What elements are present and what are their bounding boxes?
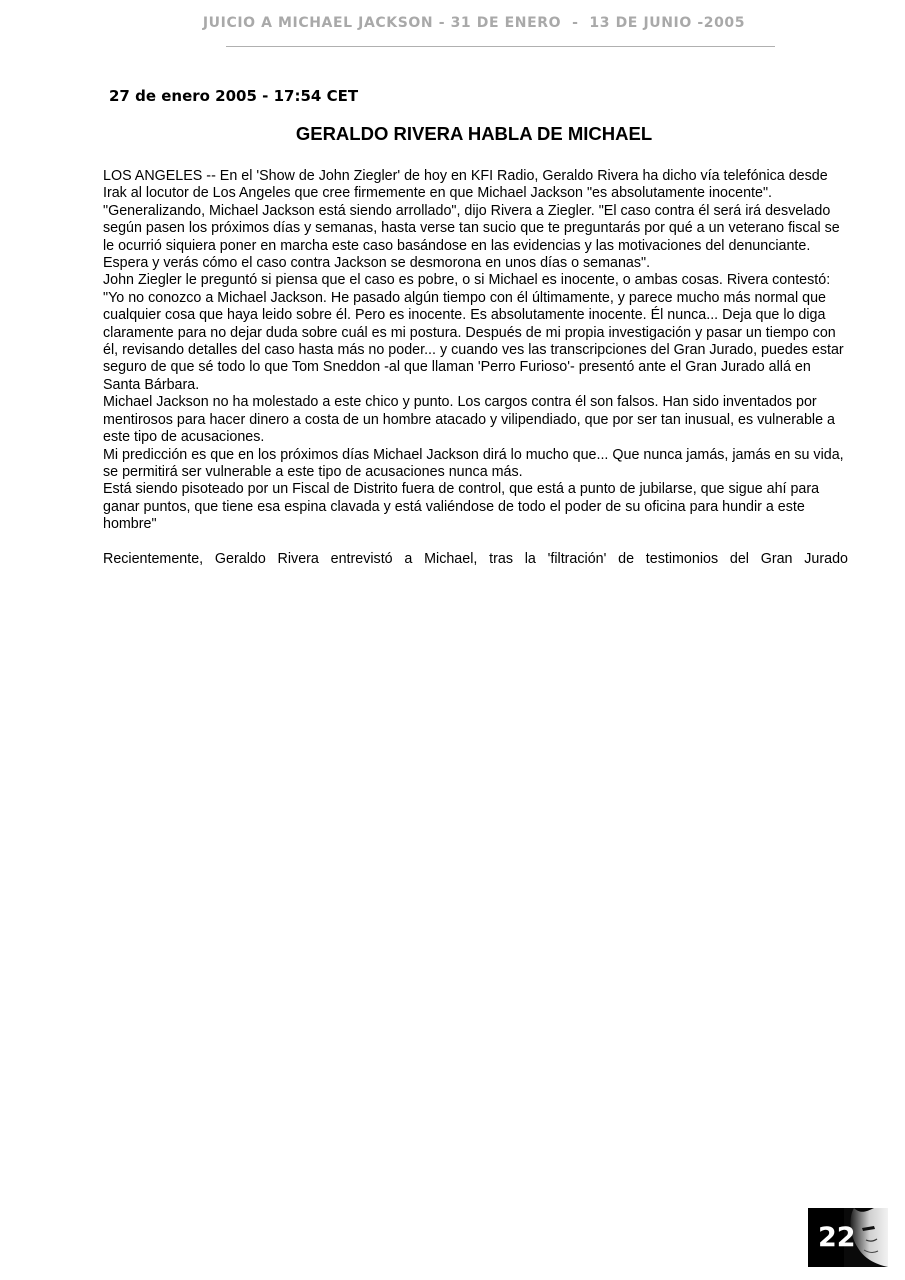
article-headline: GERALDO RIVERA HABLA DE MICHAEL	[295, 123, 653, 144]
page-number-badge	[808, 1208, 888, 1267]
article-continuation: Recientemente, Geraldo Rivera entrevistó a Michael, tras la 'filtración' de testimonios del Gran Jurado	[103, 550, 848, 567]
article-paragraph: Michael Jackson no ha molestado a este chico y punto. Los cargos contra él son falsos. Han sido inventados por mentirosos para hacer dinero a costa de un hombre atacado y vilipendiado, que por ser tan inusual, es vulnerable a este tipo de acusaciones.	[103, 394, 835, 446]
article-paragraph: Mi predicción es que en los próximos días Michael Jackson dirá lo mucho que... Que nunca jamás, jamás en su vida, se permitirá ser vulnerable a este tipo de acusaciones nunca más.	[103, 446, 844, 480]
page-number: 22	[818, 1222, 856, 1253]
article-dateline: 27 de enero 2005 - 17:54 CET	[109, 87, 359, 105]
article-paragraph: Está siendo pisoteado por un Fiscal de Distrito fuera de control, que está a punto de jubilarse, que sigue ahí para ganar puntos, que tiene esa espina clavada y está valiéndose de todo el poder de su oficina para hundir a este hombre"	[103, 481, 820, 533]
header-divider	[226, 46, 775, 47]
article-paragraph: John Ziegler le preguntó si piensa que el caso es pobre, o si Michael es inocente, o ambas cosas. Rivera contestó: "Yo no conozco a Michael Jackson. He pasado algún tiempo con él últimamente, y parece mucho más normal que cualquier cosa que haya leido sobre él. Pero es inocente. Es absolutamente inocente. Él nunca... Deja que lo diga claramente para no dejar duda sobre cuál es mi postura. Después de mi propia investigación y pasar un tiempo con él, revisando detalles del caso hasta más no poder... y cuando ves las transcripciones del Gran Jurado, puedes estar seguro de que sé todo lo que Tom Sneddon -al que llaman 'Perro Furioso'- presentó ante el Gran Jurado allá en Santa Bárbara.	[103, 272, 844, 393]
article-paragraph: LOS ANGELES -- En el 'Show de John Ziegler' de hoy en KFI Radio, Geraldo Rivera ha dicho vía telefónica desde Irak al locutor de Los Angeles que cree firmemente en que Michael Jackson "es absolutamente inocente".	[103, 168, 828, 202]
article-body	[103, 168, 848, 568]
running-header-title: JUICIO A MICHAEL JACKSON - 31 DE ENERO - 13 DE JUNIO -2005	[202, 15, 746, 31]
article-paragraph: "Generalizando, Michael Jackson está siendo arrollado", dijo Rivera a Ziegler. "El caso contra él será irá desvelado según pasen los próximos días y semanas, hasta verse tan sucio que te preguntarás por qué a un veterano fiscal se le ocurrió siquiera poner en marcha este caso basándose en las evidencias y las motivaciones del denunciante. Espera y verás cómo el caso contra Jackson se desmorona en unos días o semanas".	[103, 202, 840, 272]
